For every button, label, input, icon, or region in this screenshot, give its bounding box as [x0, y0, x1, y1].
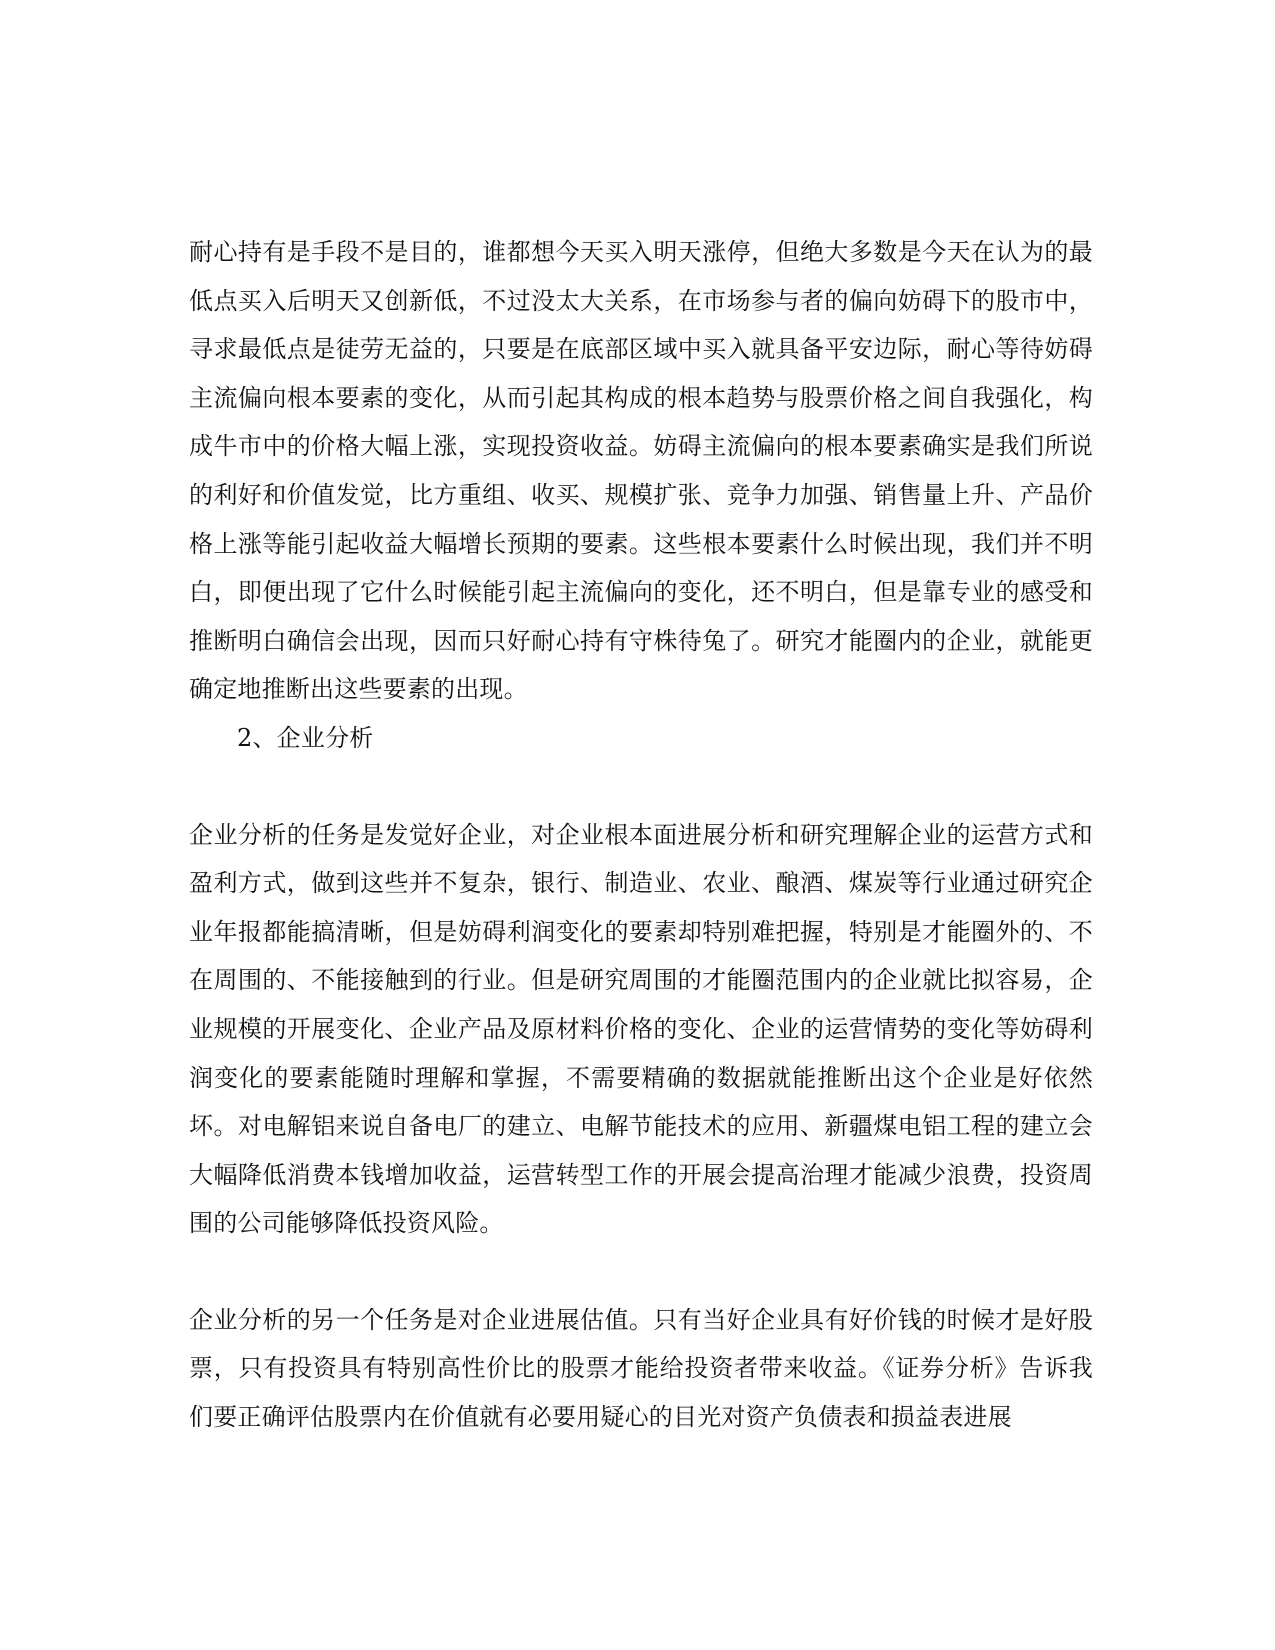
section-heading: 2、企业分析: [237, 723, 374, 752]
paragraph: 企业分析的任务是发觉好企业，对企业根本面进展分析和研究理解企业的运营方式和盈利方式，做到这些并不复杂，银行、制造业、农业、酿酒、煤炭等行业通过研究企业年报都能搞清晰，但是妨碍利润变化的要素却特别难把握，特别是才能圈外的、不在周围的、不能接触到的行业。但是研究周围的才能圈范围内的企业就比拟容易，企业规模的开展变化、企业产品及原材料价格的变化、企业的运营情势的变化等妨碍利润变化的要素能随时理解和掌握，不需要精确的数据就能推断出这个企业是好依然坏。对电解铝来说自备电厂的建立、电解节能技术的应用、新疆煤电铝工程的建立会大幅降低消费本钱增加收益，运营转型工作的开展会提高治理才能减少浪费，投资周围的公司能够降低投资风险。: [189, 820, 1093, 1238]
paragraph: 企业分析的另一个任务是对企业进展估值。只有当好企业具有好价钱的时候才是好股票，只有投资具有特别高性价比的股票才能给投资者带来收益。《证券分析》告诉我们要正确评估股票内在价值就有必要用疑心的目光对资产负债表和损益表进展: [189, 1305, 1093, 1432]
body-text: [189, 228, 1093, 1442]
paragraph: 耐心持有是手段不是目的，谁都想今天买入明天涨停，但绝大多数是今天在认为的最低点买入后明天又创新低，不过没太大关系，在市场参与者的偏向妨碍下的股市中，寻求最低点是徒劳无益的，只要是在底部区域中买入就具备平安边际，耐心等待妨碍主流偏向根本要素的变化，从而引起其构成的根本趋势与股票价格之间自我强化，构成牛市中的价格大幅上涨，实现投资收益。妨碍主流偏向的根本要素确实是我们所说的利好和价值发觉，比方重组、收买、规模扩张、竞争力加强、销售量上升、产品价格上涨等能引起收益大幅增长预期的要素。这些根本要素什么时候出现，我们并不明白，即便出现了它什么时候能引起主流偏向的变化，还不明白，但是靠专业的感受和推断明白确信会出现，因而只好耐心持有守株待兔了。研究才能圈内的企业，就能更确定地推断出这些要素的出现。: [189, 238, 1093, 704]
